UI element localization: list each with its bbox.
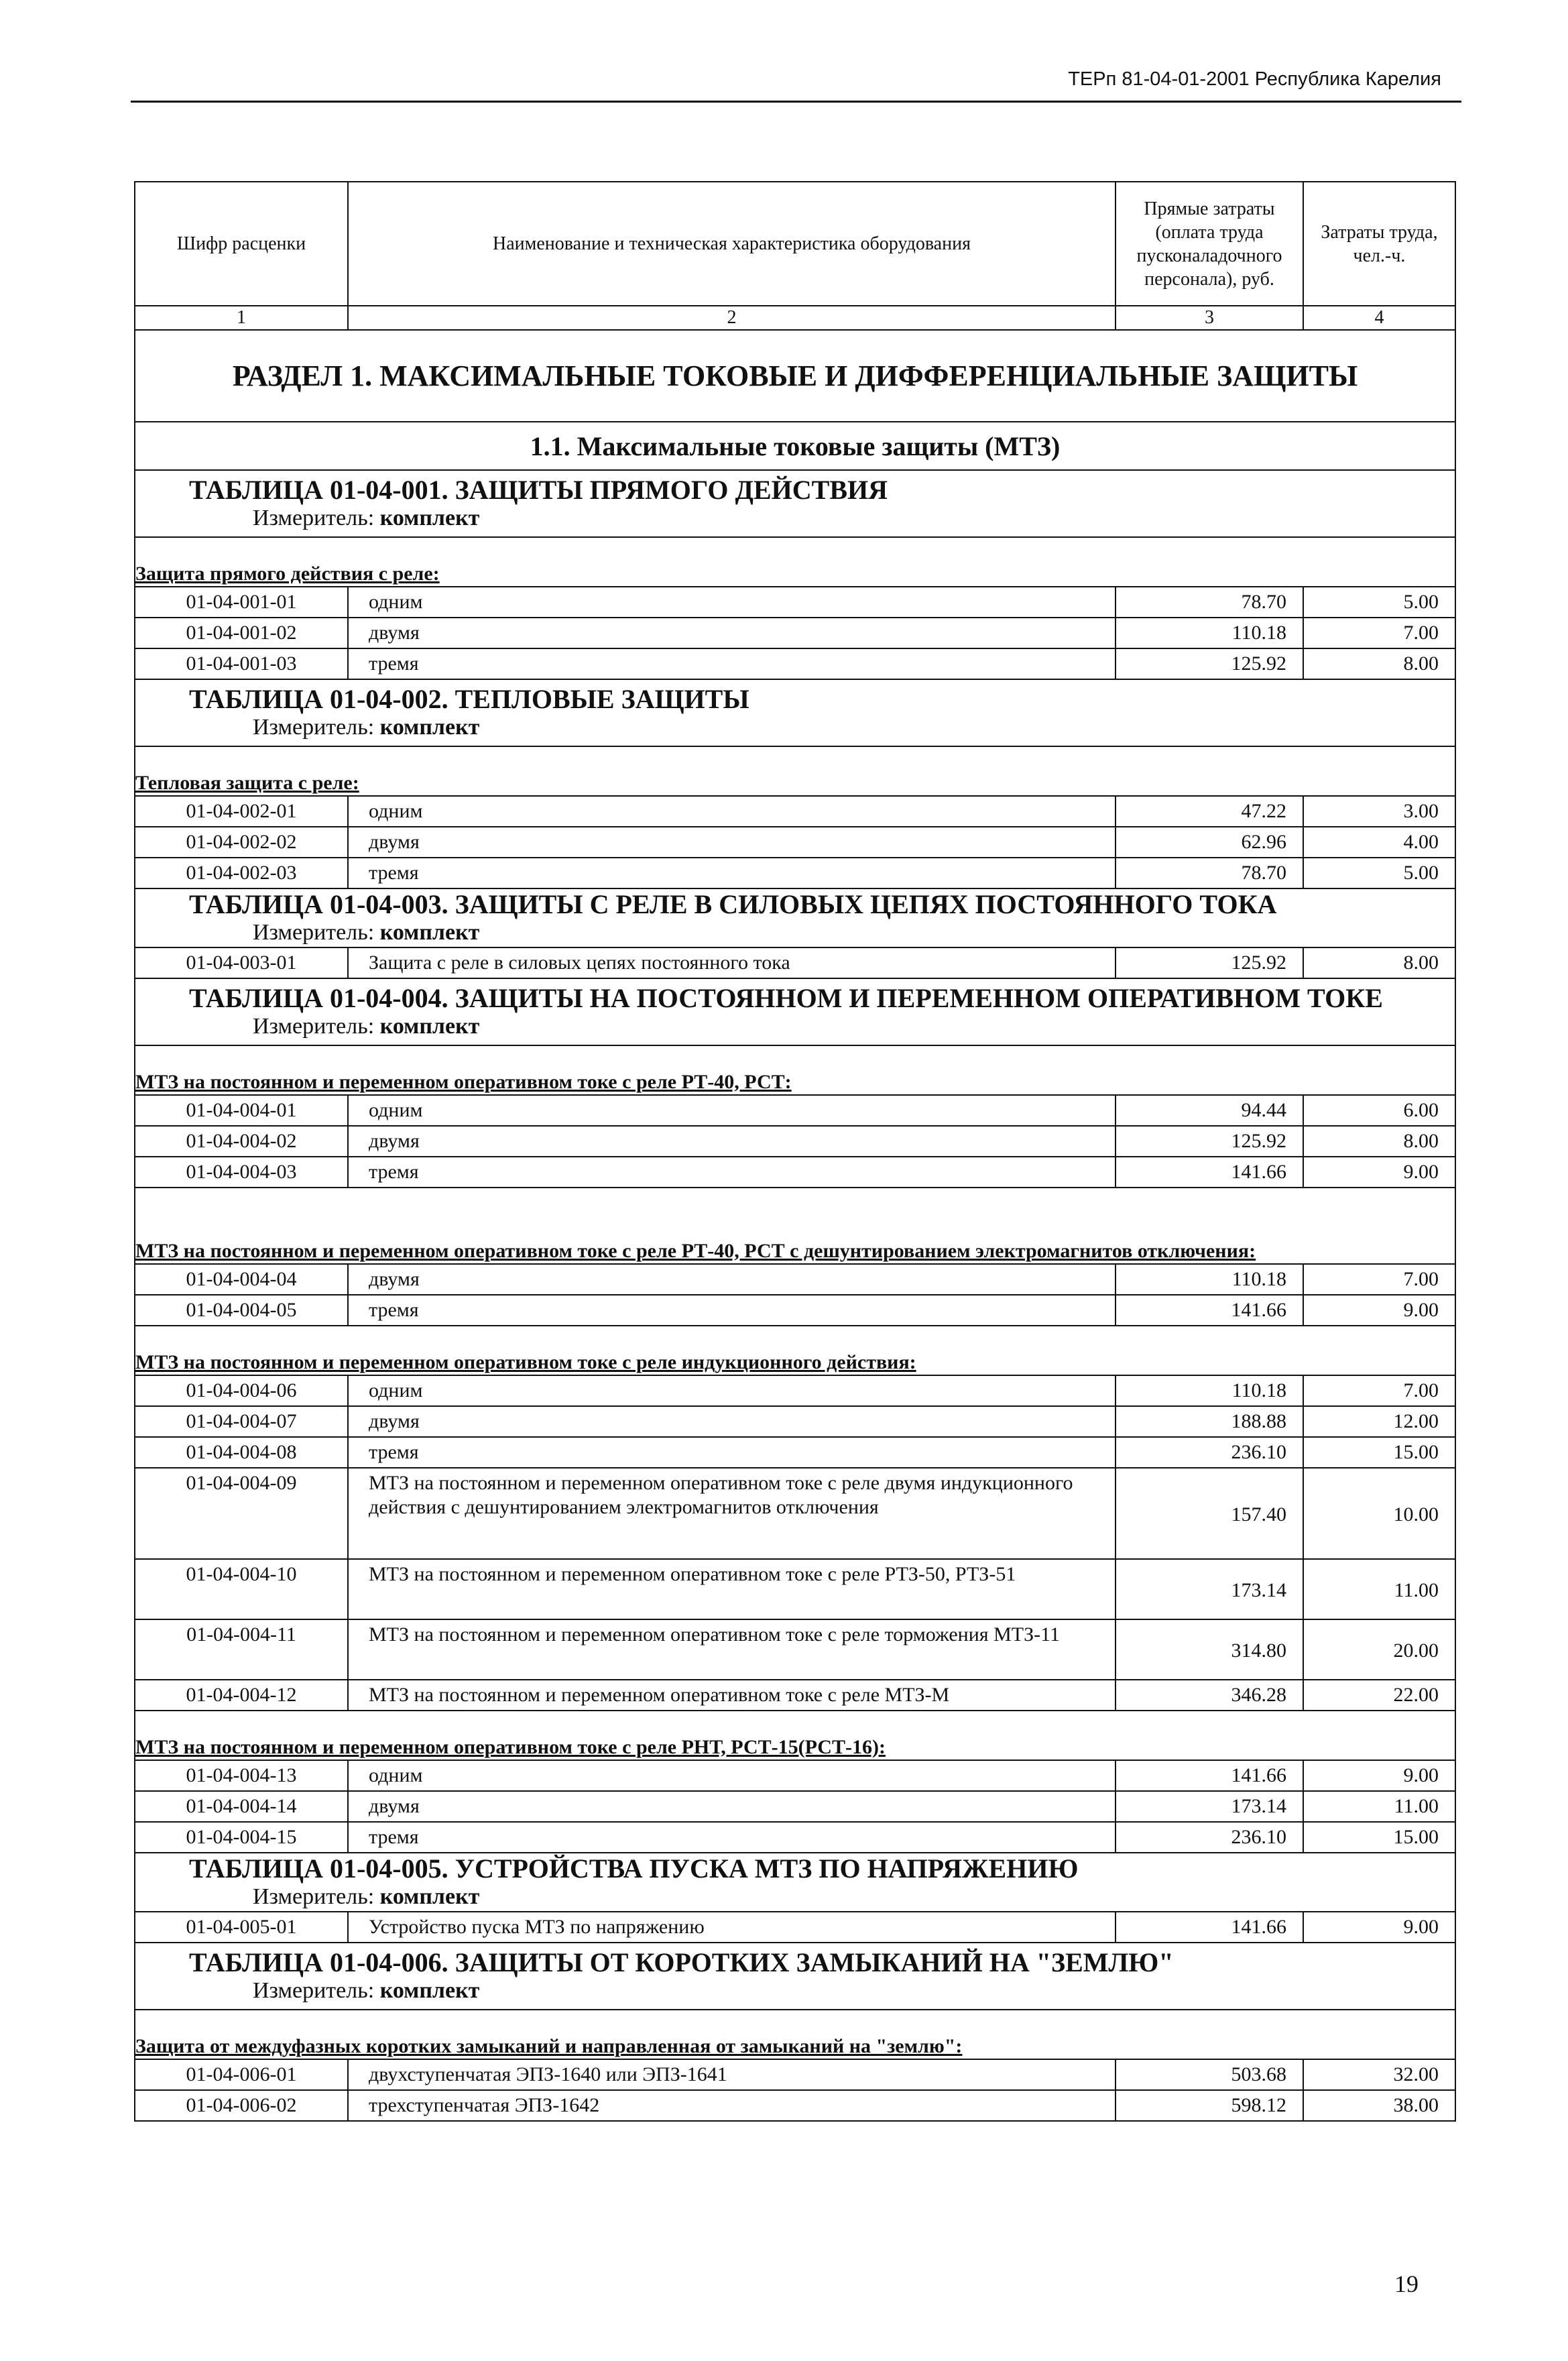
equipment-name: тремя (348, 1437, 1115, 1468)
group-label: Защита от междуфазных коротких замыканий и направленная от замыканий на "землю": (135, 2034, 963, 2057)
measure-line (135, 1977, 1455, 2005)
direct-cost: 125.92 (1115, 947, 1303, 978)
rate-code: 01-04-003-01 (135, 947, 348, 978)
direct-cost: 110.18 (1115, 618, 1303, 648)
table-heading (135, 1853, 1455, 1912)
measure-unit: комплект (379, 1013, 480, 1039)
table-heading (135, 978, 1455, 1045)
group-label: МТЗ на постоянном и переменном оперативном токе с реле РНТ, РСТ-15(РСТ-16): (135, 1735, 886, 1758)
rate-code: 01-04-002-01 (135, 796, 348, 827)
direct-cost: 62.96 (1115, 827, 1303, 858)
table-title: ТАБЛИЦА 01-04-004. ЗАЩИТЫ НА ПОСТОЯННОМ И ПЕРЕМЕННОМ ОПЕРАТИВНОМ ТОКЕ (189, 982, 1383, 1013)
labor-cost: 32.00 (1303, 2059, 1455, 2090)
table-heading-row (135, 978, 1455, 1045)
rate-code: 01-04-004-07 (135, 1406, 348, 1437)
labor-cost: 4.00 (1303, 827, 1455, 858)
rate-code: 01-04-005-01 (135, 1912, 348, 1943)
table-row (135, 1295, 1455, 1326)
equipment-name: МТЗ на постоянном и переменном оперативном токе с реле РТЗ-50, РТЗ-51 (348, 1559, 1115, 1619)
measure-line (135, 1884, 1455, 1911)
table-row (135, 648, 1455, 679)
table-row (135, 796, 1455, 827)
labor-cost: 20.00 (1303, 1619, 1455, 1680)
direct-cost: 236.10 (1115, 1822, 1303, 1853)
rate-code: 01-04-006-02 (135, 2090, 348, 2121)
table-row (135, 2059, 1455, 2090)
equipment-name: одним (348, 1375, 1115, 1406)
group-row (135, 1711, 1455, 1760)
table-row (135, 1760, 1455, 1791)
labor-cost: 7.00 (1303, 618, 1455, 648)
table-heading-row (135, 888, 1455, 947)
rate-code: 01-04-004-04 (135, 1264, 348, 1295)
direct-cost: 157.40 (1115, 1468, 1303, 1559)
table-heading-row (135, 679, 1455, 746)
measure-unit: комплект (379, 714, 480, 740)
labor-cost: 9.00 (1303, 1912, 1455, 1943)
column-number: 4 (1303, 306, 1455, 330)
price-table (134, 181, 1456, 2122)
equipment-name: тремя (348, 1295, 1115, 1326)
table-row (135, 827, 1455, 858)
measure-line (135, 505, 1455, 532)
table-title: ТАБЛИЦА 01-04-002. ТЕПЛОВЫЕ ЗАЩИТЫ (189, 683, 749, 714)
labor-cost: 22.00 (1303, 1680, 1455, 1711)
group-label: МТЗ на постоянном и переменном оперативном токе с реле индукционного действия: (135, 1350, 916, 1373)
section-title: РАЗДЕЛ 1. МАКСИМАЛЬНЫЕ ТОКОВЫЕ И ДИФФЕРЕНЦИАЛЬНЫЕ ЗАЩИТЫ (135, 330, 1455, 422)
group-heading (135, 2010, 1455, 2059)
table-row (135, 947, 1455, 978)
measure-unit: комплект (379, 505, 480, 530)
measure-line (135, 714, 1455, 742)
table-heading (135, 470, 1455, 537)
table-row (135, 1791, 1455, 1822)
equipment-name: Устройство пуска МТЗ по напряжению (348, 1912, 1115, 1943)
group-row (135, 1326, 1455, 1375)
direct-cost: 110.18 (1115, 1375, 1303, 1406)
table-row (135, 618, 1455, 648)
table-row (135, 1406, 1455, 1437)
table-heading (135, 1943, 1455, 2010)
group-label: МТЗ на постоянном и переменном оперативном токе с реле РТ-40, РСТ с дешунтированием электромагнитов отключения: (135, 1239, 1256, 1262)
equipment-name: двумя (348, 1264, 1115, 1295)
table-row (135, 1095, 1455, 1126)
labor-cost: 7.00 (1303, 1264, 1455, 1295)
labor-cost: 6.00 (1303, 1095, 1455, 1126)
direct-cost: 598.12 (1115, 2090, 1303, 2121)
table-row (135, 1468, 1455, 1559)
measure-unit: комплект (379, 919, 480, 945)
direct-cost: 125.92 (1115, 648, 1303, 679)
direct-cost: 47.22 (1115, 796, 1303, 827)
table-row (135, 1822, 1455, 1853)
rate-code: 01-04-004-02 (135, 1126, 348, 1157)
measure-label: Измеритель: (253, 1977, 375, 2003)
labor-cost: 15.00 (1303, 1437, 1455, 1468)
direct-cost: 94.44 (1115, 1095, 1303, 1126)
measure-label: Измеритель: (253, 505, 375, 530)
rate-code: 01-04-004-05 (135, 1295, 348, 1326)
table-title: ТАБЛИЦА 01-04-003. ЗАЩИТЫ С РЕЛЕ В СИЛОВЫХ ЦЕПЯХ ПОСТОЯННОГО ТОКА (189, 888, 1277, 919)
equipment-name: тремя (348, 858, 1115, 888)
group-label: Защита прямого действия с реле: (135, 562, 440, 585)
table-row (135, 1437, 1455, 1468)
group-heading (135, 1711, 1455, 1760)
group-label: Тепловая защита с реле: (135, 771, 359, 794)
direct-cost: 141.66 (1115, 1912, 1303, 1943)
column-number: 3 (1115, 306, 1303, 330)
labor-cost: 11.00 (1303, 1559, 1455, 1619)
table-row (135, 587, 1455, 618)
direct-cost: 78.70 (1115, 587, 1303, 618)
equipment-name: двумя (348, 618, 1115, 648)
table-row (135, 1375, 1455, 1406)
equipment-name: Защита с реле в силовых цепях постоянного тока (348, 947, 1115, 978)
table-heading (135, 679, 1455, 746)
table-row (135, 1912, 1455, 1943)
rate-code: 01-04-004-11 (135, 1619, 348, 1680)
labor-cost: 8.00 (1303, 947, 1455, 978)
equipment-name: одним (348, 1760, 1115, 1791)
labor-cost: 8.00 (1303, 1126, 1455, 1157)
rate-code: 01-04-004-08 (135, 1437, 348, 1468)
equipment-name: тремя (348, 1157, 1115, 1188)
table-row (135, 2090, 1455, 2121)
group-label: МТЗ на постоянном и переменном оперативном токе с реле РТ-40, РСТ: (135, 1070, 792, 1093)
direct-cost: 173.14 (1115, 1791, 1303, 1822)
column-header-row (135, 182, 1455, 306)
equipment-name: двумя (348, 1406, 1115, 1437)
group-heading (135, 537, 1455, 587)
rate-code: 01-04-002-03 (135, 858, 348, 888)
subsection-title: 1.1. Максимальные токовые защиты (МТЗ) (135, 422, 1455, 470)
labor-cost: 10.00 (1303, 1468, 1455, 1559)
measure-unit: комплект (379, 1977, 480, 2003)
rate-code: 01-04-001-02 (135, 618, 348, 648)
direct-cost: 78.70 (1115, 858, 1303, 888)
rate-code: 01-04-004-03 (135, 1157, 348, 1188)
table-title: ТАБЛИЦА 01-04-006. ЗАЩИТЫ ОТ КОРОТКИХ ЗАМЫКАНИЙ НА "ЗЕМЛЮ" (189, 1947, 1174, 1977)
direct-cost: 314.80 (1115, 1619, 1303, 1680)
labor-cost: 12.00 (1303, 1406, 1455, 1437)
column-header-direct-costs: Прямые затраты (оплата труда пусконаладочного персонала), руб. (1115, 182, 1303, 306)
rate-code: 01-04-002-02 (135, 827, 348, 858)
equipment-name: одним (348, 587, 1115, 618)
column-number-row (135, 306, 1455, 330)
direct-cost: 188.88 (1115, 1406, 1303, 1437)
rate-code: 01-04-004-14 (135, 1791, 348, 1822)
labor-cost: 7.00 (1303, 1375, 1455, 1406)
rate-code: 01-04-006-01 (135, 2059, 348, 2090)
table-row (135, 1126, 1455, 1157)
column-header-name: Наименование и техническая характеристика оборудования (348, 182, 1115, 306)
page-number: 19 (1394, 2270, 1419, 2297)
equipment-name: двумя (348, 1791, 1115, 1822)
rate-code: 01-04-004-13 (135, 1760, 348, 1791)
labor-cost: 9.00 (1303, 1760, 1455, 1791)
direct-cost: 236.10 (1115, 1437, 1303, 1468)
table-row (135, 858, 1455, 888)
rate-code: 01-04-001-03 (135, 648, 348, 679)
rate-code: 01-04-004-09 (135, 1468, 348, 1559)
rate-code: 01-04-004-10 (135, 1559, 348, 1619)
labor-cost: 15.00 (1303, 1822, 1455, 1853)
equipment-name: одним (348, 1095, 1115, 1126)
equipment-name: МТЗ на постоянном и переменном оперативном токе с реле двумя индукционного действия с дешунтированием электромагнитов отключения (348, 1468, 1115, 1559)
direct-cost: 346.28 (1115, 1680, 1303, 1711)
measure-label: Измеритель: (253, 919, 375, 945)
group-row (135, 2010, 1455, 2059)
measure-label: Измеритель: (253, 1884, 375, 1909)
group-row (135, 1045, 1455, 1095)
group-heading (135, 1326, 1455, 1375)
labor-cost: 5.00 (1303, 858, 1455, 888)
equipment-name: двумя (348, 1126, 1115, 1157)
equipment-name: одним (348, 796, 1115, 827)
measure-label: Измеритель: (253, 714, 375, 740)
direct-cost: 503.68 (1115, 2059, 1303, 2090)
rate-code: 01-04-004-01 (135, 1095, 348, 1126)
group-heading (135, 746, 1455, 796)
group-row (135, 746, 1455, 796)
column-header-labor: Затраты труда, чел.-ч. (1303, 182, 1455, 306)
direct-cost: 173.14 (1115, 1559, 1303, 1619)
column-number: 1 (135, 306, 348, 330)
measure-unit: комплект (379, 1884, 480, 1909)
table-title: ТАБЛИЦА 01-04-005. УСТРОЙСТВА ПУСКА МТЗ ПО НАПРЯЖЕНИЮ (189, 1853, 1079, 1884)
table-heading-row (135, 1943, 1455, 2010)
table-title: ТАБЛИЦА 01-04-001. ЗАЩИТЫ ПРЯМОГО ДЕЙСТВИЯ (189, 474, 888, 505)
labor-cost: 9.00 (1303, 1157, 1455, 1188)
equipment-name: МТЗ на постоянном и переменном оперативном токе с реле торможения МТЗ-11 (348, 1619, 1115, 1680)
equipment-name: МТЗ на постоянном и переменном оперативном токе с реле МТЗ-М (348, 1680, 1115, 1711)
labor-cost: 11.00 (1303, 1791, 1455, 1822)
column-header-code: Шифр расценки (135, 182, 348, 306)
labor-cost: 3.00 (1303, 796, 1455, 827)
table-heading (135, 888, 1455, 947)
rate-code: 01-04-004-12 (135, 1680, 348, 1711)
equipment-name: тремя (348, 1822, 1115, 1853)
rate-code: 01-04-004-06 (135, 1375, 348, 1406)
direct-cost: 125.92 (1115, 1126, 1303, 1157)
table-heading-row (135, 470, 1455, 537)
page-header (131, 62, 1461, 103)
direct-cost: 110.18 (1115, 1264, 1303, 1295)
labor-cost: 5.00 (1303, 587, 1455, 618)
labor-cost: 38.00 (1303, 2090, 1455, 2121)
labor-cost: 8.00 (1303, 648, 1455, 679)
group-row (135, 1188, 1455, 1264)
section-row (135, 330, 1455, 422)
table-row (135, 1264, 1455, 1295)
document-code: ТЕРп 81-04-01-2001 Республика Карелия (1068, 68, 1441, 90)
direct-cost: 141.66 (1115, 1760, 1303, 1791)
measure-line (135, 919, 1455, 947)
measure-label: Измеритель: (253, 1013, 375, 1039)
table-row (135, 1619, 1455, 1680)
table-row (135, 1680, 1455, 1711)
direct-cost: 141.66 (1115, 1295, 1303, 1326)
measure-line (135, 1013, 1455, 1041)
equipment-name: двухступенчатая ЭПЗ-1640 или ЭПЗ-1641 (348, 2059, 1115, 2090)
equipment-name: трехступенчатая ЭПЗ-1642 (348, 2090, 1115, 2121)
equipment-name: двумя (348, 827, 1115, 858)
table-row (135, 1559, 1455, 1619)
equipment-name: тремя (348, 648, 1115, 679)
rate-code: 01-04-001-01 (135, 587, 348, 618)
group-heading (135, 1045, 1455, 1095)
table-row (135, 1157, 1455, 1188)
group-row (135, 537, 1455, 587)
group-heading (135, 1188, 1455, 1264)
direct-cost: 141.66 (1115, 1157, 1303, 1188)
rate-code: 01-04-004-15 (135, 1822, 348, 1853)
table-heading-row (135, 1853, 1455, 1912)
column-number: 2 (348, 306, 1115, 330)
labor-cost: 9.00 (1303, 1295, 1455, 1326)
subsection-row (135, 422, 1455, 470)
